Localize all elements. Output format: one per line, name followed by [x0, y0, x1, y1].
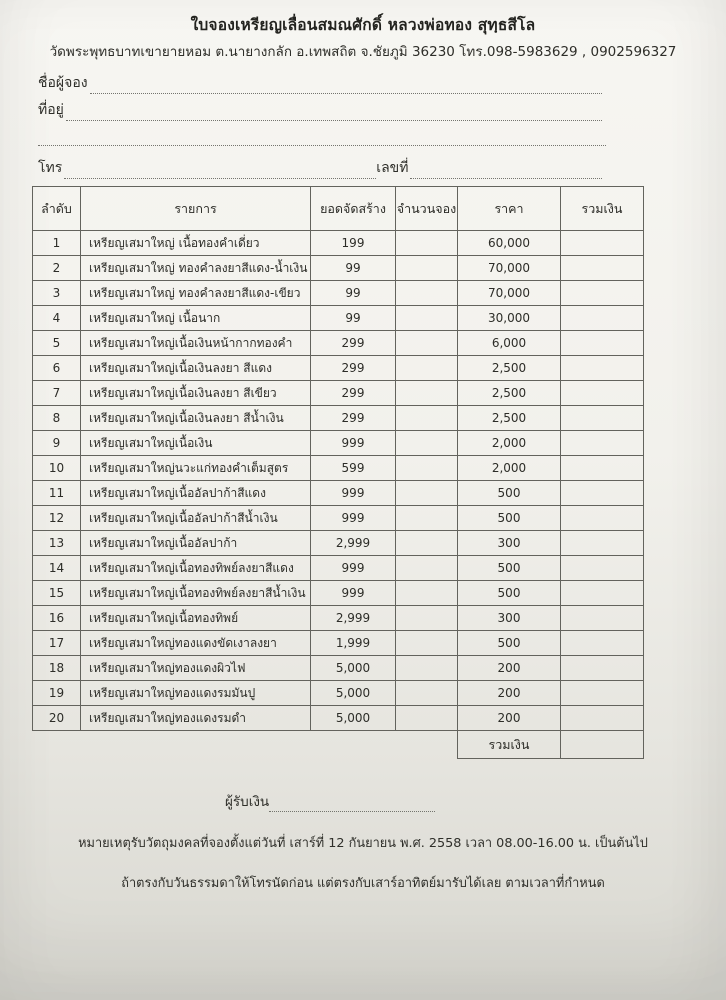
row-index-cell: 10 [33, 456, 81, 481]
order-table-footer [33, 731, 644, 759]
line-total-cell [561, 381, 644, 406]
orderer-name-blank-line [90, 79, 602, 94]
table-row [33, 356, 644, 381]
price-cell: 300 [458, 606, 561, 631]
phone-label: โทร [38, 160, 63, 176]
address-field [38, 99, 602, 121]
table-row [33, 431, 644, 456]
row-index-cell: 4 [33, 306, 81, 331]
phone-number-field [38, 157, 602, 179]
line-total-cell [561, 481, 644, 506]
row-index-cell: 13 [33, 531, 81, 556]
table-row [33, 656, 644, 681]
orderer-name-field [38, 72, 602, 94]
item-name-cell: เหรียญเสมาใหญ่เนื้อเงิน [81, 431, 311, 456]
item-name-cell: เหรียญเสมาใหญ่เนื้ออัลปาก้า [81, 531, 311, 556]
amount-made-cell: 2,999 [311, 606, 396, 631]
col-header-item: รายการ [81, 187, 311, 231]
line-total-cell [561, 306, 644, 331]
item-name-cell: เหรียญเสมาใหญ่เนื้ออัลปาก้าสีแดง [81, 481, 311, 506]
order-table-header [33, 187, 644, 231]
amount-made-cell: 5,000 [311, 656, 396, 681]
line-total-cell [561, 231, 644, 256]
grand-total-label: รวมเงิน [458, 731, 561, 759]
price-cell: 500 [458, 481, 561, 506]
item-name-cell: เหรียญเสมาใหญ่ทองแดงขัดเงาลงยา [81, 631, 311, 656]
item-name-cell: เหรียญเสมาใหญ่ ทองคำลงยาสีแดง-เขียว [81, 281, 311, 306]
amount-made-cell: 299 [311, 381, 396, 406]
table-row [33, 231, 644, 256]
line-total-cell [561, 281, 644, 306]
row-index-cell: 16 [33, 606, 81, 631]
grand-total-value-cell [561, 731, 644, 759]
order-table [32, 186, 644, 759]
doc-number-blank-line [410, 164, 602, 179]
item-name-cell: เหรียญเสมาใหญ่ ทองคำลงยาสีแดง-น้ำเงิน [81, 256, 311, 281]
page-title: ใบจองเหรียญเลื่อนสมณศักดิ์ หลวงพ่อทอง สุทฺธสีโล [190, 16, 536, 34]
row-index-cell: 12 [33, 506, 81, 531]
item-name-cell: เหรียญเสมาใหญ่นวะแก่ทองคำเต็มสูตร [81, 456, 311, 481]
col-header-amount-made: ยอดจัดสร้าง [311, 187, 396, 231]
item-name-cell: เหรียญเสมาใหญ่ทองแดงรมดำ [81, 706, 311, 731]
line-total-cell [561, 456, 644, 481]
doc-number-label: เลขที่ [376, 160, 409, 176]
pickup-note: หมายเหตุรับวัตถุมงคลที่จองตั้งแต่วันที่ เสาร์ที่ 12 กันยายน พ.ศ. 2558 เวลา 08.00-16.00 น. เป็นต้นไป [78, 836, 648, 851]
price-cell: 200 [458, 656, 561, 681]
table-row [33, 706, 644, 731]
amount-made-cell: 99 [311, 281, 396, 306]
row-index-cell: 7 [33, 381, 81, 406]
price-cell: 70,000 [458, 281, 561, 306]
table-row [33, 481, 644, 506]
money-receiver-label: ผู้รับเงิน [225, 794, 270, 810]
amount-made-cell: 999 [311, 581, 396, 606]
price-cell: 500 [458, 581, 561, 606]
price-cell: 2,500 [458, 356, 561, 381]
item-name-cell: เหรียญเสมาใหญ่ทองแดงรมมันปู [81, 681, 311, 706]
line-total-cell [561, 406, 644, 431]
money-receiver-blank-line [269, 798, 435, 812]
address-blank-line-2 [38, 131, 606, 146]
col-header-qty-reserved: จำนวนจอง [396, 187, 458, 231]
amount-made-cell: 999 [311, 481, 396, 506]
item-name-cell: เหรียญเสมาใหญ่เนื้อเงินลงยา สีเขียว [81, 381, 311, 406]
item-name-cell: เหรียญเสมาใหญ่เนื้อเงินหน้ากากทองคำ [81, 331, 311, 356]
qty-reserved-cell [396, 456, 458, 481]
qty-reserved-cell [396, 406, 458, 431]
price-cell: 2,500 [458, 406, 561, 431]
table-row [33, 406, 644, 431]
item-name-cell: เหรียญเสมาใหญ่ เนื้อทองคำเดี่ยว [81, 231, 311, 256]
amount-made-cell: 5,000 [311, 706, 396, 731]
price-cell: 500 [458, 631, 561, 656]
order-table-body [33, 231, 644, 731]
price-cell: 6,000 [458, 331, 561, 356]
row-index-cell: 2 [33, 256, 81, 281]
row-index-cell: 18 [33, 656, 81, 681]
line-total-cell [561, 581, 644, 606]
row-index-cell: 11 [33, 481, 81, 506]
line-total-cell [561, 431, 644, 456]
qty-reserved-cell [396, 631, 458, 656]
price-cell: 300 [458, 531, 561, 556]
item-name-cell: เหรียญเสมาใหญ่เนื้อทองทิพย์ลงยาสีแดง [81, 556, 311, 581]
qty-reserved-cell [396, 706, 458, 731]
row-index-cell: 19 [33, 681, 81, 706]
row-index-cell: 3 [33, 281, 81, 306]
grand-total-row [33, 731, 644, 759]
qty-reserved-cell [396, 681, 458, 706]
qty-reserved-cell [396, 556, 458, 581]
line-total-cell [561, 331, 644, 356]
qty-reserved-cell [396, 381, 458, 406]
row-index-cell: 8 [33, 406, 81, 431]
row-index-cell: 17 [33, 631, 81, 656]
amount-made-cell: 99 [311, 256, 396, 281]
row-index-cell: 14 [33, 556, 81, 581]
price-cell: 200 [458, 681, 561, 706]
col-header-line-total: รวมเงิน [561, 187, 644, 231]
qty-reserved-cell [396, 506, 458, 531]
row-index-cell: 9 [33, 431, 81, 456]
price-cell: 200 [458, 706, 561, 731]
qty-reserved-cell [396, 306, 458, 331]
price-cell: 2,000 [458, 456, 561, 481]
price-cell: 500 [458, 556, 561, 581]
line-total-cell [561, 506, 644, 531]
col-header-price: ราคา [458, 187, 561, 231]
line-total-cell [561, 681, 644, 706]
item-name-cell: เหรียญเสมาใหญ่เนื้อทองทิพย์ [81, 606, 311, 631]
table-row [33, 581, 644, 606]
table-row [33, 381, 644, 406]
price-cell: 500 [458, 506, 561, 531]
qty-reserved-cell [396, 581, 458, 606]
item-name-cell: เหรียญเสมาใหญ่เนื้อทองทิพย์ลงยาสีน้ำเงิน [81, 581, 311, 606]
price-cell: 70,000 [458, 256, 561, 281]
table-row [33, 531, 644, 556]
table-row [33, 681, 644, 706]
qty-reserved-cell [396, 481, 458, 506]
line-total-cell [561, 256, 644, 281]
row-index-cell: 5 [33, 331, 81, 356]
qty-reserved-cell [396, 356, 458, 381]
table-row [33, 256, 644, 281]
line-total-cell [561, 606, 644, 631]
item-name-cell: เหรียญเสมาใหญ่เนื้อเงินลงยา สีแดง [81, 356, 311, 381]
price-cell: 2,000 [458, 431, 561, 456]
qty-reserved-cell [396, 431, 458, 456]
item-name-cell: เหรียญเสมาใหญ่ เนื้อนาก [81, 306, 311, 331]
line-total-cell [561, 356, 644, 381]
price-cell: 2,500 [458, 381, 561, 406]
row-index-cell: 1 [33, 231, 81, 256]
amount-made-cell: 5,000 [311, 681, 396, 706]
qty-reserved-cell [396, 281, 458, 306]
table-row [33, 456, 644, 481]
qty-reserved-cell [396, 656, 458, 681]
money-receiver-field [225, 790, 435, 812]
qty-reserved-cell [396, 331, 458, 356]
temple-address-line: วัดพระพุทธบาทเขายายหอม ต.นายางกลัก อ.เทพสถิต จ.ชัยภูมิ 36230 โทร.098-5983629 , 0902596327 [49, 44, 677, 60]
line-total-cell [561, 531, 644, 556]
grand-total-spacer [33, 731, 458, 759]
address-label: ที่อยู่ [38, 102, 64, 118]
amount-made-cell: 599 [311, 456, 396, 481]
qty-reserved-cell [396, 231, 458, 256]
table-row [33, 506, 644, 531]
table-row [33, 281, 644, 306]
address-continuation-field [38, 131, 606, 146]
col-header-index: ลำดับ [33, 187, 81, 231]
orderer-name-label: ชื่อผู้จอง [38, 75, 88, 91]
amount-made-cell: 999 [311, 431, 396, 456]
row-index-cell: 6 [33, 356, 81, 381]
item-name-cell: เหรียญเสมาใหญ่เนื้อเงินลงยา สีน้ำเงิน [81, 406, 311, 431]
amount-made-cell: 299 [311, 406, 396, 431]
amount-made-cell: 999 [311, 556, 396, 581]
table-row [33, 331, 644, 356]
line-total-cell [561, 706, 644, 731]
item-name-cell: เหรียญเสมาใหญ่เนื้ออัลปาก้าสีน้ำเงิน [81, 506, 311, 531]
price-cell: 30,000 [458, 306, 561, 331]
item-name-cell: เหรียญเสมาใหญ่ทองแดงผิวไฟ [81, 656, 311, 681]
line-total-cell [561, 556, 644, 581]
table-row [33, 606, 644, 631]
weekday-contact-note: ถ้าตรงกับวันธรรมดาให้โทรนัดก่อน แต่ตรงกับเสาร์อาทิตย์มารับได้เลย ตามเวลาที่กำหนด [121, 876, 605, 891]
amount-made-cell: 299 [311, 356, 396, 381]
row-index-cell: 20 [33, 706, 81, 731]
amount-made-cell: 1,999 [311, 631, 396, 656]
qty-reserved-cell [396, 256, 458, 281]
amount-made-cell: 299 [311, 331, 396, 356]
qty-reserved-cell [396, 531, 458, 556]
phone-blank-line [64, 164, 376, 179]
amount-made-cell: 199 [311, 231, 396, 256]
price-cell: 60,000 [458, 231, 561, 256]
table-row [33, 306, 644, 331]
qty-reserved-cell [396, 606, 458, 631]
table-row [33, 631, 644, 656]
amount-made-cell: 99 [311, 306, 396, 331]
line-total-cell [561, 656, 644, 681]
line-total-cell [561, 631, 644, 656]
row-index-cell: 15 [33, 581, 81, 606]
amount-made-cell: 2,999 [311, 531, 396, 556]
amount-made-cell: 999 [311, 506, 396, 531]
table-row [33, 556, 644, 581]
address-blank-line [66, 106, 602, 121]
